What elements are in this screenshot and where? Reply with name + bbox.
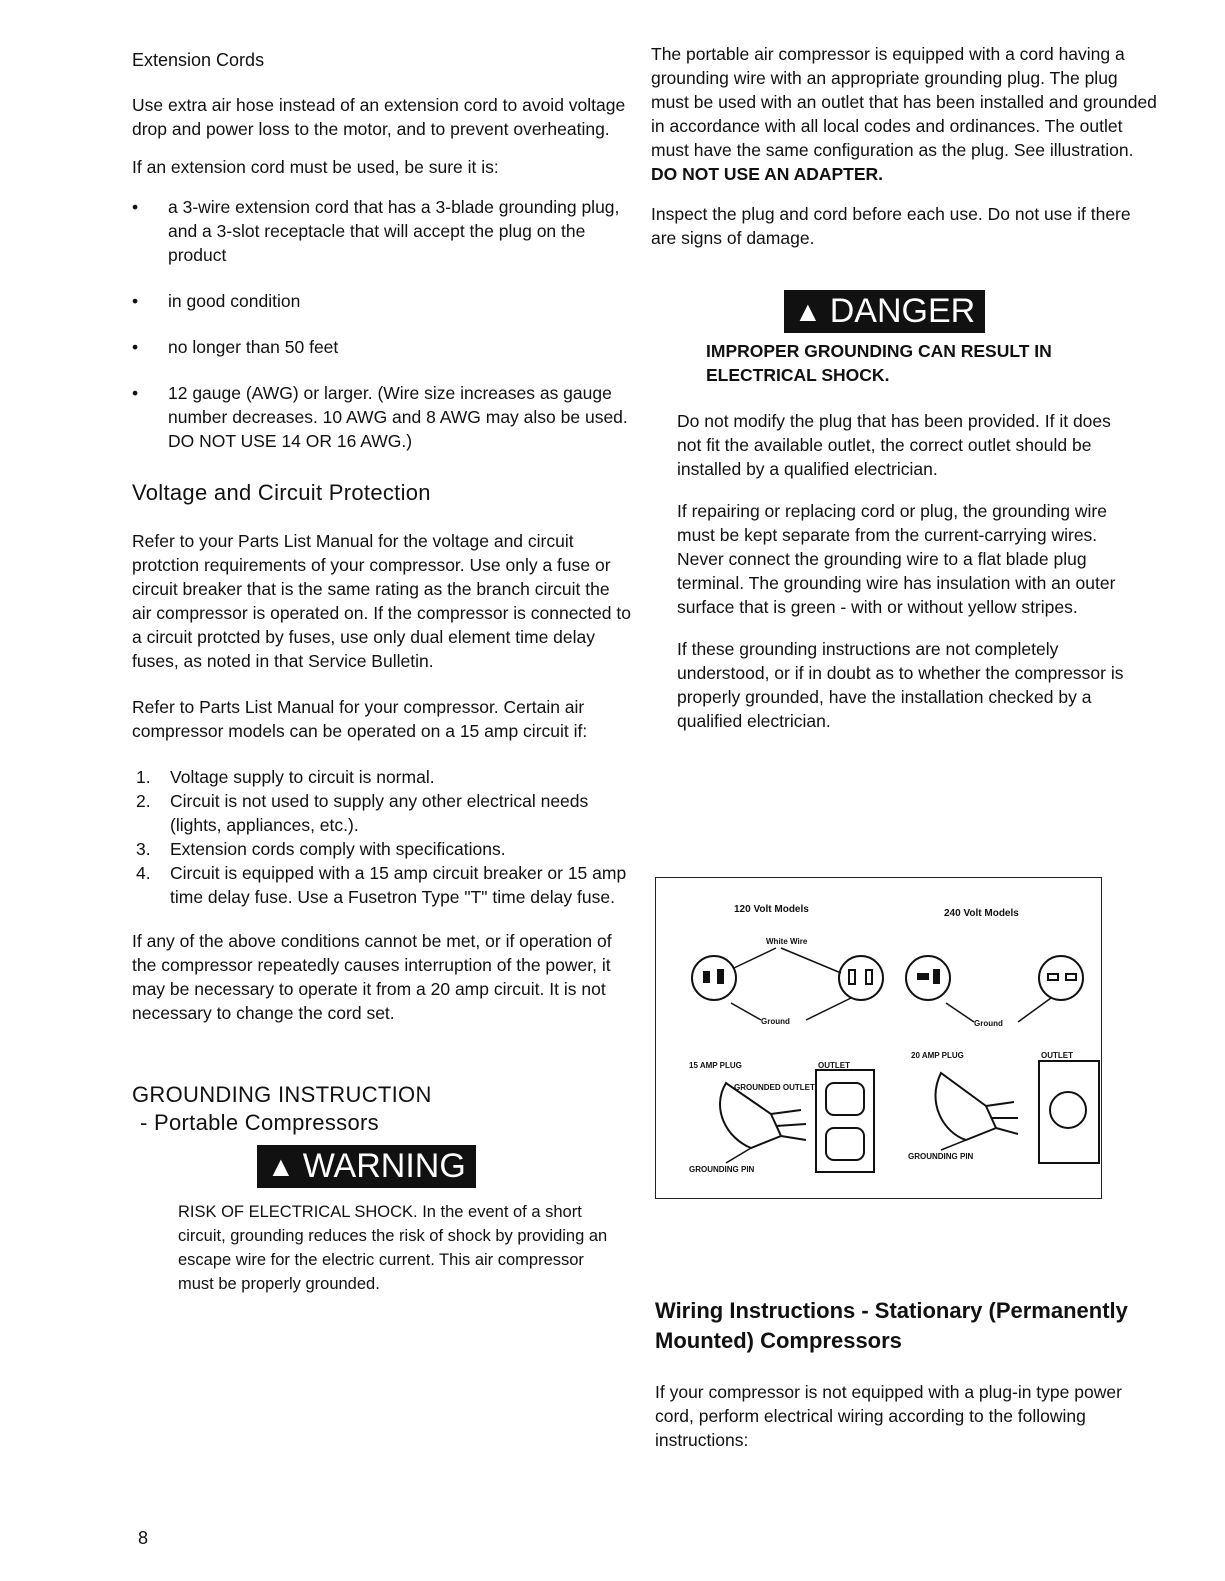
- danger-triangle-icon: ▲: [794, 295, 822, 327]
- grounding-heading: GROUNDING INSTRUCTION: [132, 1082, 432, 1107]
- plug-face-120-icon: [692, 956, 736, 1000]
- ground-label-1: Ground: [761, 1017, 790, 1026]
- page-number: 8: [138, 1528, 149, 1548]
- conditions-list: [132, 765, 632, 909]
- grounding-paragraph-4: If repairing or replacing cord or plug, the grounding wire must be kept separate from the current-carrying wires. Never connect the grounding wire to a flat blade plug terminal. The grounding wire has insulation with an outer surface that is green - with or without yellow stripes.: [677, 501, 1116, 617]
- grounding-paragraph-3: Do not modify the plug that has been provided. If it does not fit the available outlet, the correct outlet should be installed by a qualified electrician.: [677, 411, 1111, 479]
- voltage-paragraph-2: Refer to Parts List Manual for your compressor. Certain air compressor models can be operated on a 15 amp circuit if:: [132, 697, 588, 741]
- outlet-face-120-icon: [839, 956, 883, 1000]
- extension-paragraph-2: If an extension cord must be used, be sure it is:: [132, 157, 499, 177]
- grounded-outlet-label: GROUNDED OUTLET: [734, 1083, 815, 1092]
- warning-text: RISK OF ELECTRICAL SHOCK. In the event of a short circuit, grounding reduces the risk of shock by providing an escape wire for the electric current. This air compressor must be properly grounded.: [178, 1203, 608, 1293]
- title-240-volt: 240 Volt Models: [944, 908, 1019, 919]
- list-item: • in good condition: [132, 291, 301, 311]
- danger-text: IMPROPER GROUNDING CAN RESULT IN ELECTRICAL SHOCK.: [706, 341, 1052, 385]
- extension-cords-heading: Extension Cords: [132, 50, 265, 70]
- list-item: 4. Circuit is equipped with a 15 amp circuit breaker or 15 amp time delay fuse. Use a Fusetron Type "T" time delay fuse.: [136, 863, 627, 907]
- plug-15-amp-icon: [720, 1083, 781, 1148]
- plug-20-amp-label: 20 AMP PLUG: [911, 1051, 964, 1060]
- wiring-heading: Wiring Instructions - Stationary (Permanently Mounted) Compressors: [655, 1298, 1128, 1353]
- grounding-subheading: - Portable Compressors: [140, 1110, 379, 1135]
- danger-banner: [784, 290, 1158, 333]
- white-wire-label: White Wire: [766, 937, 808, 946]
- voltage-paragraph-1: Refer to your Parts List Manual for the voltage and circuit protction requirements of your compressor. Use only a fuse or circuit breaker that is the same rating as the branch circuit the air compressor is operated on. If the compressor is connected to a circuit protcted by fuses, use only dual element time delay fuses, as noted in that Service Bulletin.: [132, 531, 631, 671]
- plug-outlet-illustration: [656, 878, 1101, 1198]
- extension-paragraph-1: Use extra air hose instead of an extension cord to avoid voltage drop and power loss to the motor, and to prevent overheating.: [132, 95, 626, 139]
- outlet-plate-240-icon: [1039, 1061, 1099, 1163]
- grounding-pin-label-1: GROUNDING PIN: [689, 1165, 755, 1174]
- grounding-pin-label-2: GROUNDING PIN: [908, 1152, 974, 1161]
- warning-triangle-icon: ▲: [267, 1150, 295, 1182]
- danger-label: DANGER: [829, 292, 976, 330]
- voltage-paragraph-3: If any of the above conditions cannot be met, or if operation of the compressor repeatedly causes interruption of the power, it may be necessary to operate it from a 20 amp circuit. It is not necessary to change the cord set.: [132, 931, 612, 1023]
- warning-label: WARNING: [302, 1147, 466, 1185]
- left-column: [132, 50, 632, 1296]
- outlet-plate-120-icon: [816, 1070, 874, 1172]
- plug-15-amp-label: 15 AMP PLUG: [689, 1061, 742, 1070]
- grounding-paragraph-1: The portable air compressor is equipped with a cord having a grounding wire with an appropriate grounding plug. The plug must be used with an outlet that has been installed and grounded in accordance with all local codes and ordinances. The outlet must have the same configuration as the plug. See illustration. DO NOT USE AN ADAPTER.: [651, 44, 1157, 184]
- list-item: 2. Circuit is not used to supply any other electrical needs (lights, appliances, etc.).: [136, 791, 589, 835]
- title-120-volt: 120 Volt Models: [734, 904, 809, 915]
- grounding-paragraph-5: If these grounding instructions are not completely understood, or if in doubt as to whether the compressor is properly grounded, have the installation checked by a qualified electrician.: [677, 639, 1124, 731]
- list-item: • 12 gauge (AWG) or larger. (Wire size increases as gauge number decreases. 10 AWG and 8 AWG may also be used. DO NOT USE 14 OR 16 AWG.): [132, 383, 628, 451]
- list-item: • a 3-wire extension cord that has a 3-blade grounding plug, and a 3-slot receptacle that will accept the plug on the product: [132, 197, 620, 265]
- outlet-label-2: OUTLET: [1041, 1051, 1073, 1060]
- list-item: 3. Extension cords comply with specifications.: [136, 839, 506, 859]
- plug-outlet-diagram: [655, 877, 1102, 1199]
- ground-label-2: Ground: [974, 1019, 1003, 1028]
- wiring-section: [655, 1296, 1160, 1452]
- list-item: • no longer than 50 feet: [132, 337, 339, 357]
- list-item: 1. Voltage supply to circuit is normal.: [136, 767, 435, 787]
- wiring-paragraph: If your compressor is not equipped with a plug-in type power cord, perform electrical wiring according to the following instructions:: [655, 1382, 1122, 1450]
- warning-banner: [257, 1145, 632, 1188]
- right-column: [651, 42, 1158, 733]
- outlet-label-1: OUTLET: [818, 1061, 850, 1070]
- voltage-heading: Voltage and Circuit Protection: [132, 480, 431, 505]
- grounding-paragraph-2: Inspect the plug and cord before each use. Do not use if there are signs of damage.: [651, 204, 1131, 248]
- extension-requirements-list: [132, 195, 632, 453]
